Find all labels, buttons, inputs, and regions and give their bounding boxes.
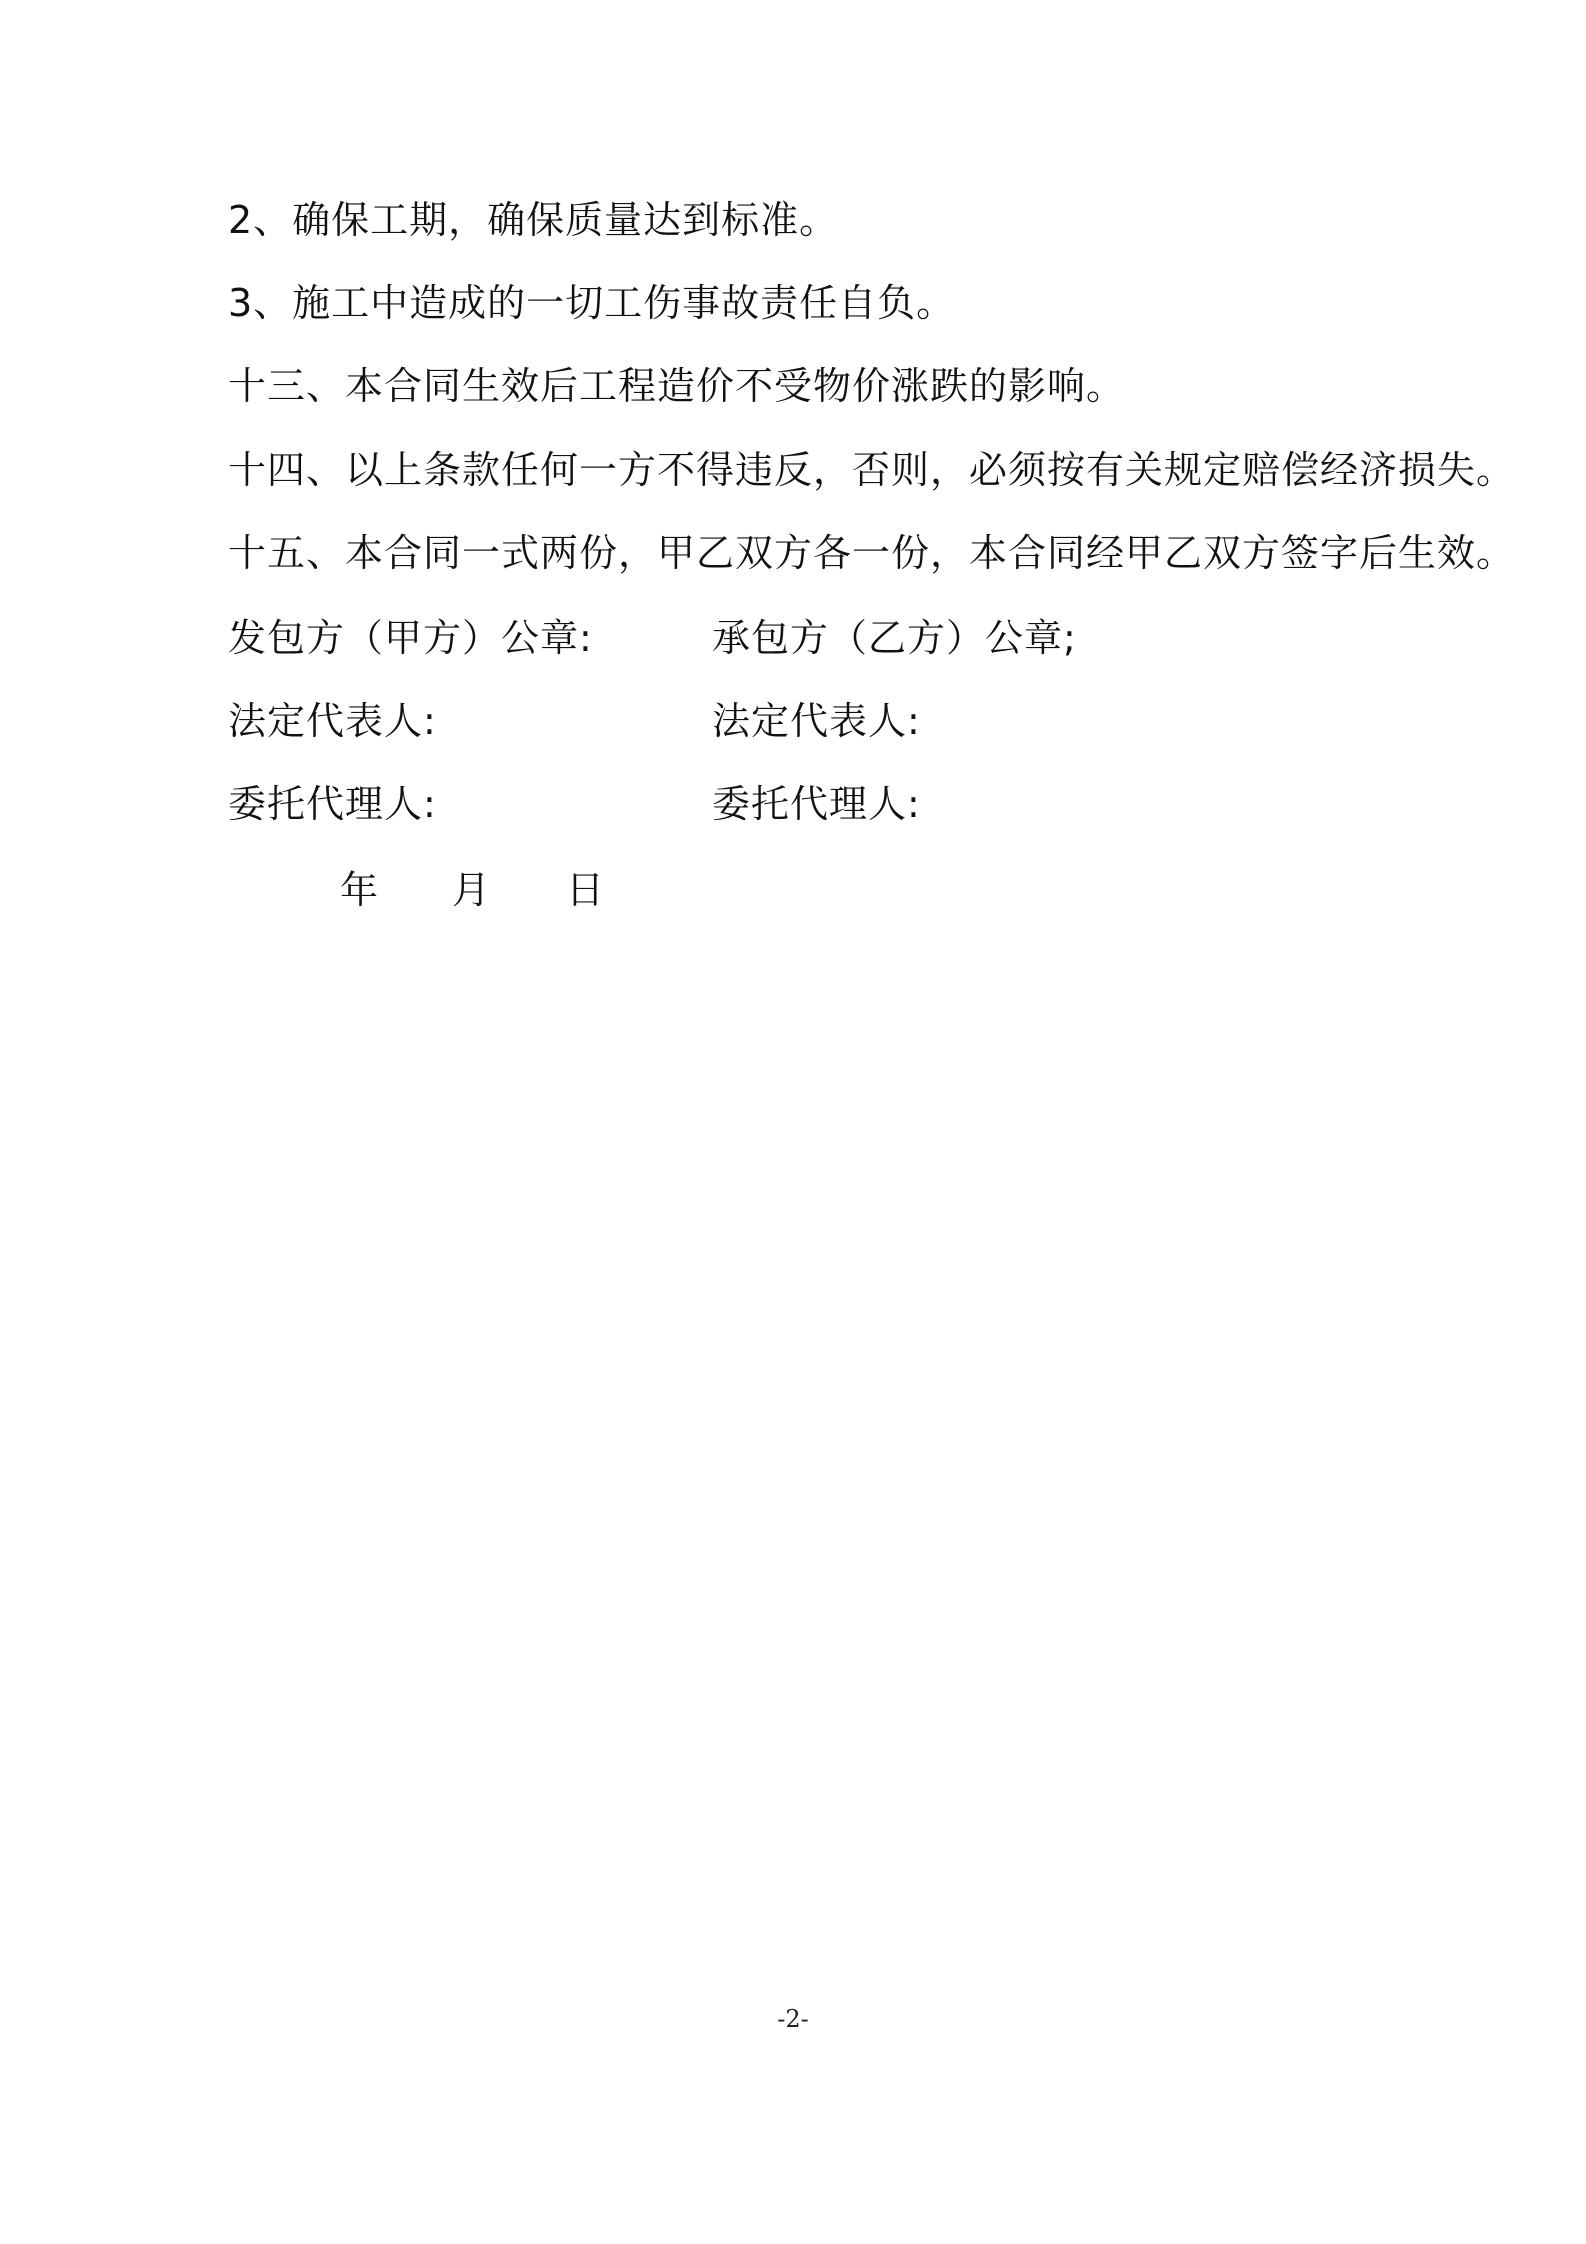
- party-a-seal-label: 发包方（甲方）公章:: [228, 616, 593, 660]
- party-a-agent-label: 委托代理人:: [228, 782, 437, 826]
- clause-13: 十三、本合同生效后工程造价不受物价涨跌的影响。: [228, 364, 1126, 408]
- date-month-label: 月: [452, 868, 491, 912]
- party-b-legal-rep-label: 法定代表人:: [712, 699, 921, 743]
- party-b-seal-label: 承包方（乙方）公章;: [712, 616, 1077, 660]
- party-a-legal-rep-label: 法定代表人:: [228, 699, 437, 743]
- clause-3: 3、施工中造成的一切工伤事故责任自负。: [228, 281, 956, 325]
- clause-15: 十五、本合同一式两份，甲乙双方各一份，本合同经甲乙双方签字后生效。: [228, 531, 1516, 575]
- clause-14: 十四、以上条款任何一方不得违反，否则，必须按有关规定赔偿经济损失。: [228, 448, 1516, 492]
- date-day-label: 日: [566, 868, 605, 912]
- date-year-label: 年: [340, 868, 379, 912]
- page-number: -2-: [777, 2005, 809, 2033]
- party-b-agent-label: 委托代理人:: [712, 782, 921, 826]
- clause-2: 2、确保工期，确保质量达到标准。: [228, 198, 839, 242]
